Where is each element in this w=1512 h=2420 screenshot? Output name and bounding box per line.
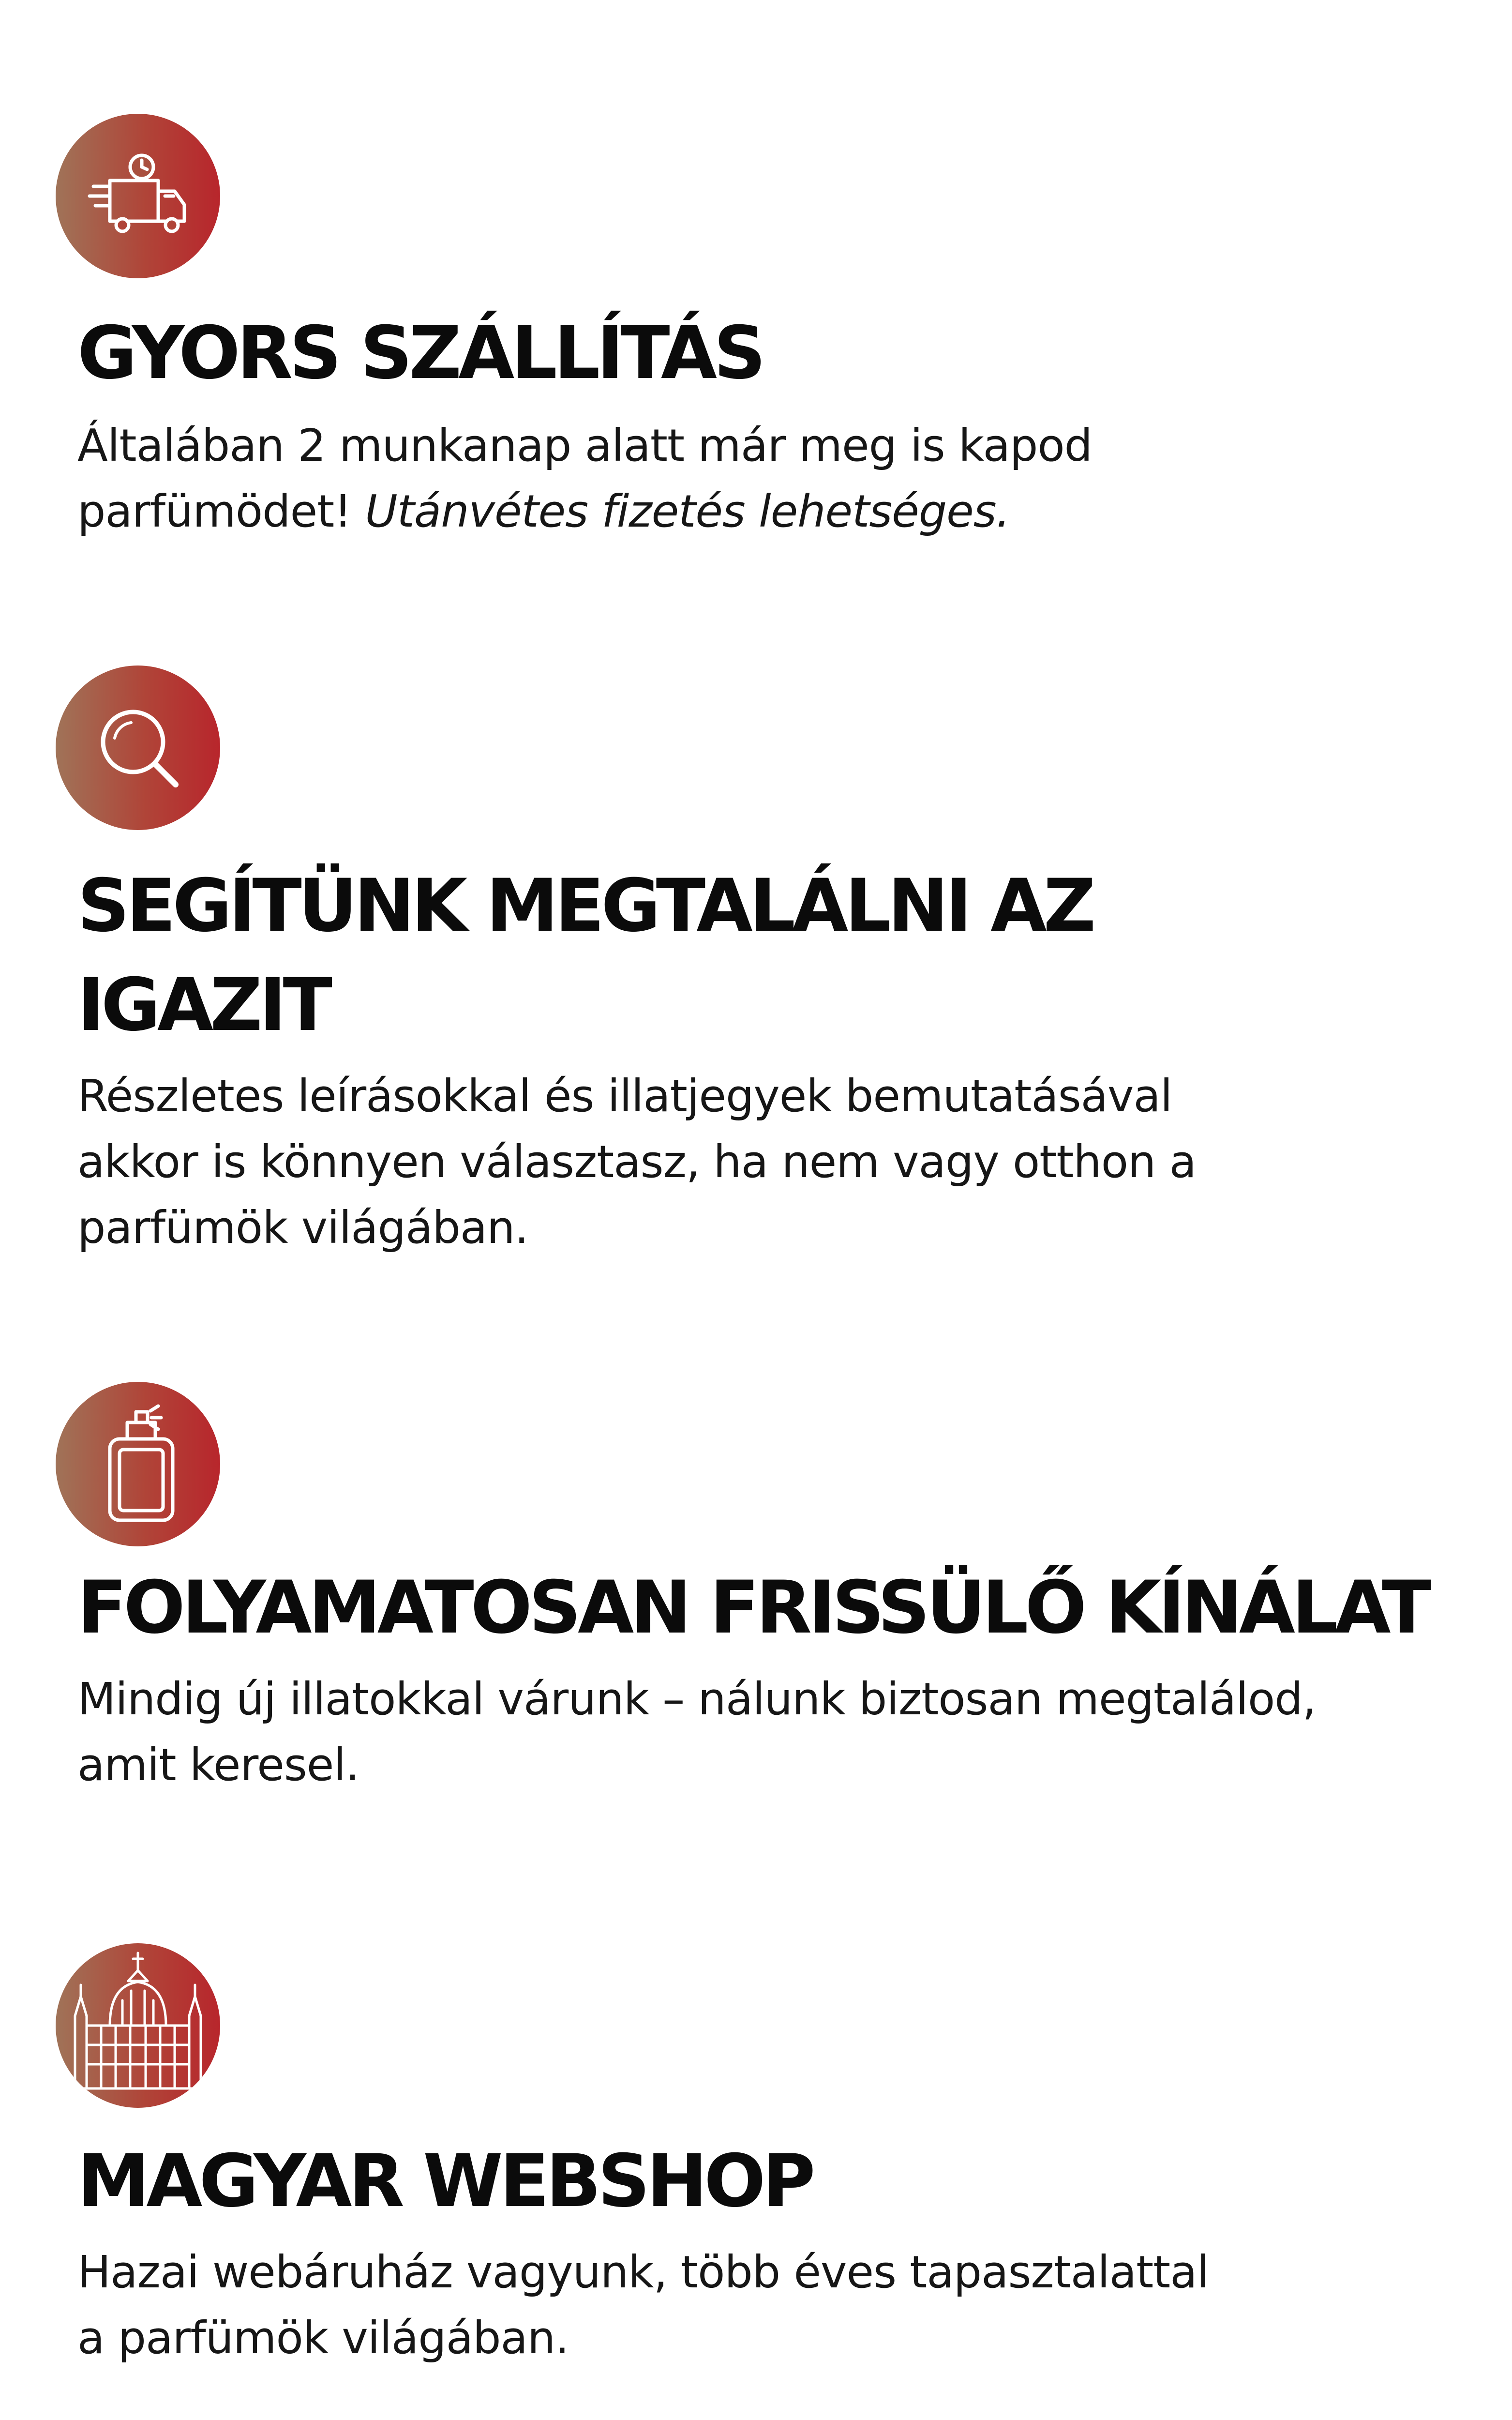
feature-title: MAGYAR WEBSHOP [77,2139,812,2223]
parliament-building-icon [56,1943,220,2108]
perfume-bottle-icon [56,1382,220,1546]
feature-title-line-2: IGAZIT [77,963,329,1047]
feature-description-line-2: akkor is könnyen választasz, ha nem vagy otthon a [77,1136,1196,1188]
feature-description-line-2 [77,479,1010,544]
feature-description-italic: Utánvétes fizetés lehetséges. [365,485,1010,537]
feature-title: SEGÍTÜNK MEGTALÁLNI AZ [77,864,1093,948]
feature-description: Hazai webáruház vagyunk, több éves tapasztalattal [77,2246,1209,2298]
feature-title: FOLYAMATOSAN FRISSÜLŐ KÍNÁLAT [77,1566,1428,1650]
feature-description-line-3: parfümök világában. [77,1202,528,1254]
feature-description-plain: parfümödet! [77,485,365,537]
delivery-truck-icon [56,114,220,278]
feature-description: Mindig új illatokkal várunk – nálunk biztosan megtalálod, [77,1673,1316,1725]
feature-description-line-2: amit keresel. [77,1739,359,1791]
magnifier-icon [56,666,220,830]
feature-description: Általában 2 munkanap alatt már meg is kapod [77,420,1093,471]
feature-description-line-2: a parfümök világában. [77,2312,569,2364]
feature-description: Részletes leírásokkal és illatjegyek bemutatásával [77,1070,1172,1122]
feature-title: GYORS SZÁLLÍTÁS [77,311,763,395]
